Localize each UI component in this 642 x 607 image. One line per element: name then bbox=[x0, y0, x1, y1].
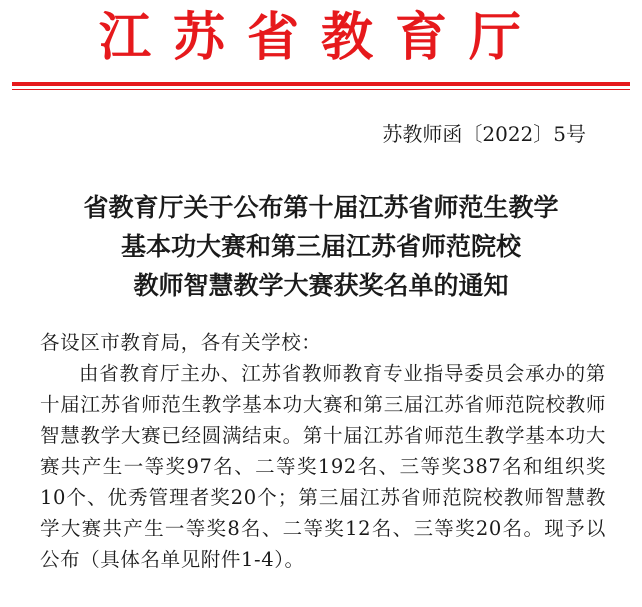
notice-title bbox=[0, 188, 642, 305]
notice-title-line: 教师智慧教学大赛获奖名单的通知 bbox=[133, 271, 509, 300]
notice-title-line: 基本功大赛和第三届江苏省师范院校 bbox=[120, 232, 521, 261]
notice-body bbox=[40, 327, 606, 575]
issuer-title: 江苏省教育厅 bbox=[98, 7, 543, 68]
body-paragraph: 由省教育厅主办、江苏省教师教育专业指导委员会承办的第十届江苏省师范生教学基本功大赛和第三届江苏省师范院校教师智慧教学大赛已经圆满结束。第十届江苏省师范生教学基本功大赛共产生一等奖97名、二等奖192名、三等奖387名和组织奖10个、优秀管理者奖20个；第三届江苏省师范院校教师智慧教学大赛共产生一等奖8名、二等奖12名、三等奖20名。现予以公布（具体名单见附件1-4）。 bbox=[40, 362, 606, 571]
red-header-rule-thin bbox=[12, 89, 630, 90]
red-header-rule bbox=[12, 82, 630, 86]
notice-title-line: 省教育厅关于公布第十届江苏省师范生教学 bbox=[83, 193, 559, 222]
document-number: 苏教师函〔2022〕5号 bbox=[382, 122, 586, 146]
salutation: 各设区市教育局，各有关学校： bbox=[40, 331, 322, 354]
